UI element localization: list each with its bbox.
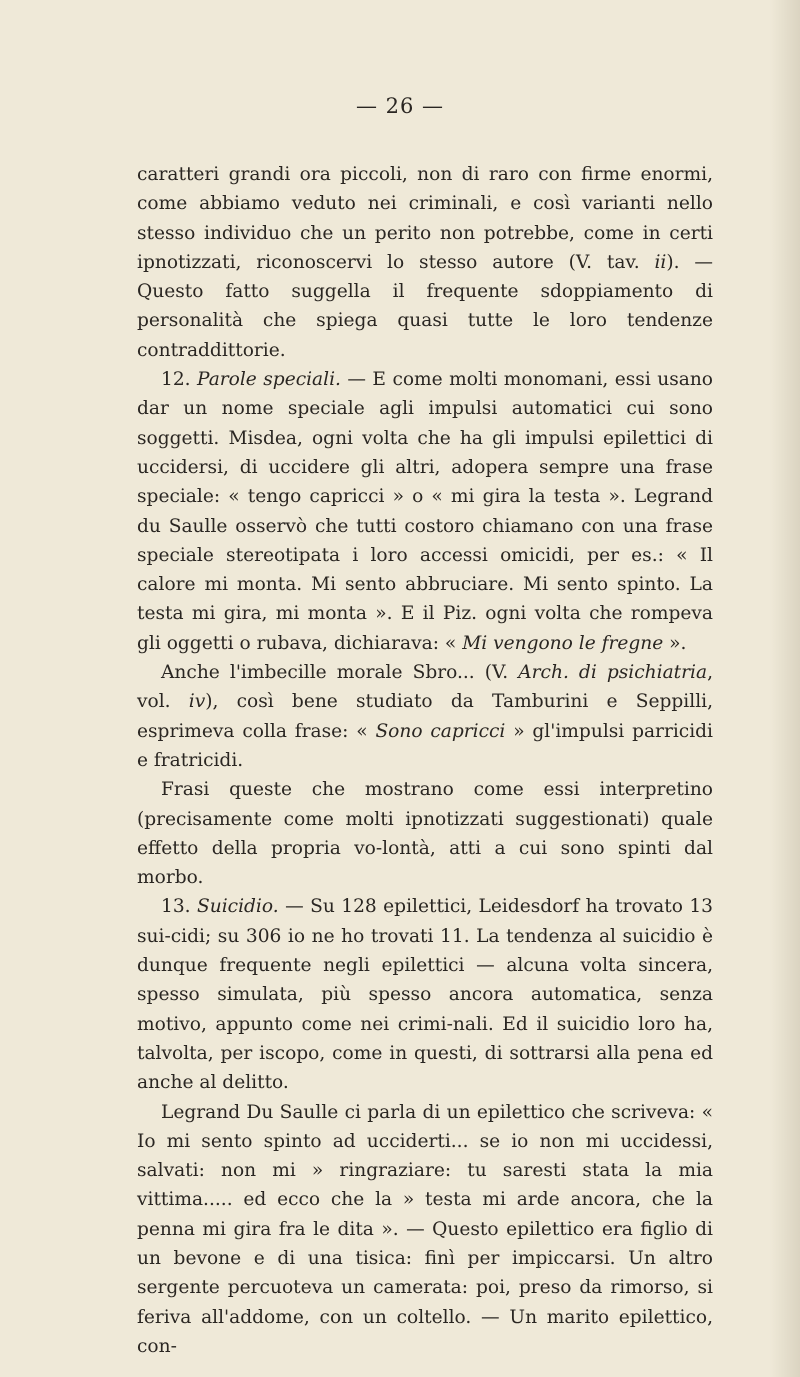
italic-text: Parole speciali.	[197, 369, 341, 391]
page-number: — 26 —	[355, 94, 445, 118]
paragraph: caratteri grandi ora piccoli, non di raro con firme enormi, come abbiamo veduto nei criminali, e così varianti nello stesso individuo che un perito non potrebbe, come in certi ipnotizzati, riconoscervi lo stesso autore (V. tav. ii). — Questo fatto suggella il frequente sdoppiamento di personalità che spiega quasi tutte le loro tendenze contraddittorie.	[137, 164, 713, 361]
italic-text: Suicidio.	[197, 896, 279, 918]
italic-text: iv	[188, 691, 206, 713]
italic-text: ii	[654, 251, 667, 273]
body-text	[137, 160, 713, 1361]
page-edge-shadow	[770, 0, 800, 1377]
paragraph: Anche l'imbecille morale Sbro... (V. Arch. di psichiatria, vol. iv), così bene studiato da Tamburini e Seppilli, esprimeva colla frase: « Sono capricci » gl'impulsi parricidi e fratricidi.	[137, 662, 714, 771]
paragraph-suicidio: 13. Suicidio. — Su 128 epilettici, Leidesdorf ha trovato 13 sui-cidi; su 306 io ne ho trovati 11. La tendenza al suicidio è dunque frequente negli epilettici — alcuna volta sincera, spesso simulata, più spesso ancora automatica, senza motivo, appunto come nei crimi-nali. Ed il suicidio loro ha, talvolta, per iscopo, come in questi, di sottrarsi alla pena ed anche al delitto.	[137, 896, 713, 1094]
paragraph: Frasi queste che mostrano come essi interpretino (precisamente come molti ipnotizzati suggestionati) quale effetto della propria vo-lontà, atti a cui sono spinti dal morbo.	[137, 779, 713, 889]
italic-text: Mi vengono le fregne	[462, 632, 664, 654]
italic-text: Arch. di psichiatria	[518, 662, 708, 684]
italic-text: Sono capricci	[375, 720, 506, 742]
paragraph: Legrand Du Saulle ci parla di un epilettico che scriveva: « Io mi sento spinto ad ucciderti... se io non mi uccidessi, salvati: non mi » ringraziare: tu saresti stata la mia vittima..... ed ecco che la » testa mi arde ancora, che la penna mi gira fra le dita ». — Questo epilettico era figlio di un bevone e di una tisica: finì per impiccarsi. Un altro sergente percuoteva un camerata: poi, preso da rimorso, si feriva all'addome, con un coltello. — Un marito epilettico, con-	[137, 1101, 713, 1357]
paragraph-parole-speciali: 12. Parole speciali. — E come molti monomani, essi usano dar un nome speciale agli impulsi automatici cui sono soggetti. Misdea, ogni volta che ha gli impulsi epilettici di uccidersi, di uccidere gli altri, adopera sempre una frase speciale: « tengo capricci » o « mi gira la testa ». Legrand du Saulle osservò che tutti costoro chiamano con una frase speciale stereotipata i loro accessi omicidi, per es.: « Il calore mi monta. Mi sento abbruciare. Mi sento spinto. La testa mi gira, mi monta ». E il Piz. ogni volta che rompeva gli oggetti o rubava, dichiarava: « Mi vengono le fregne ».	[137, 369, 713, 654]
